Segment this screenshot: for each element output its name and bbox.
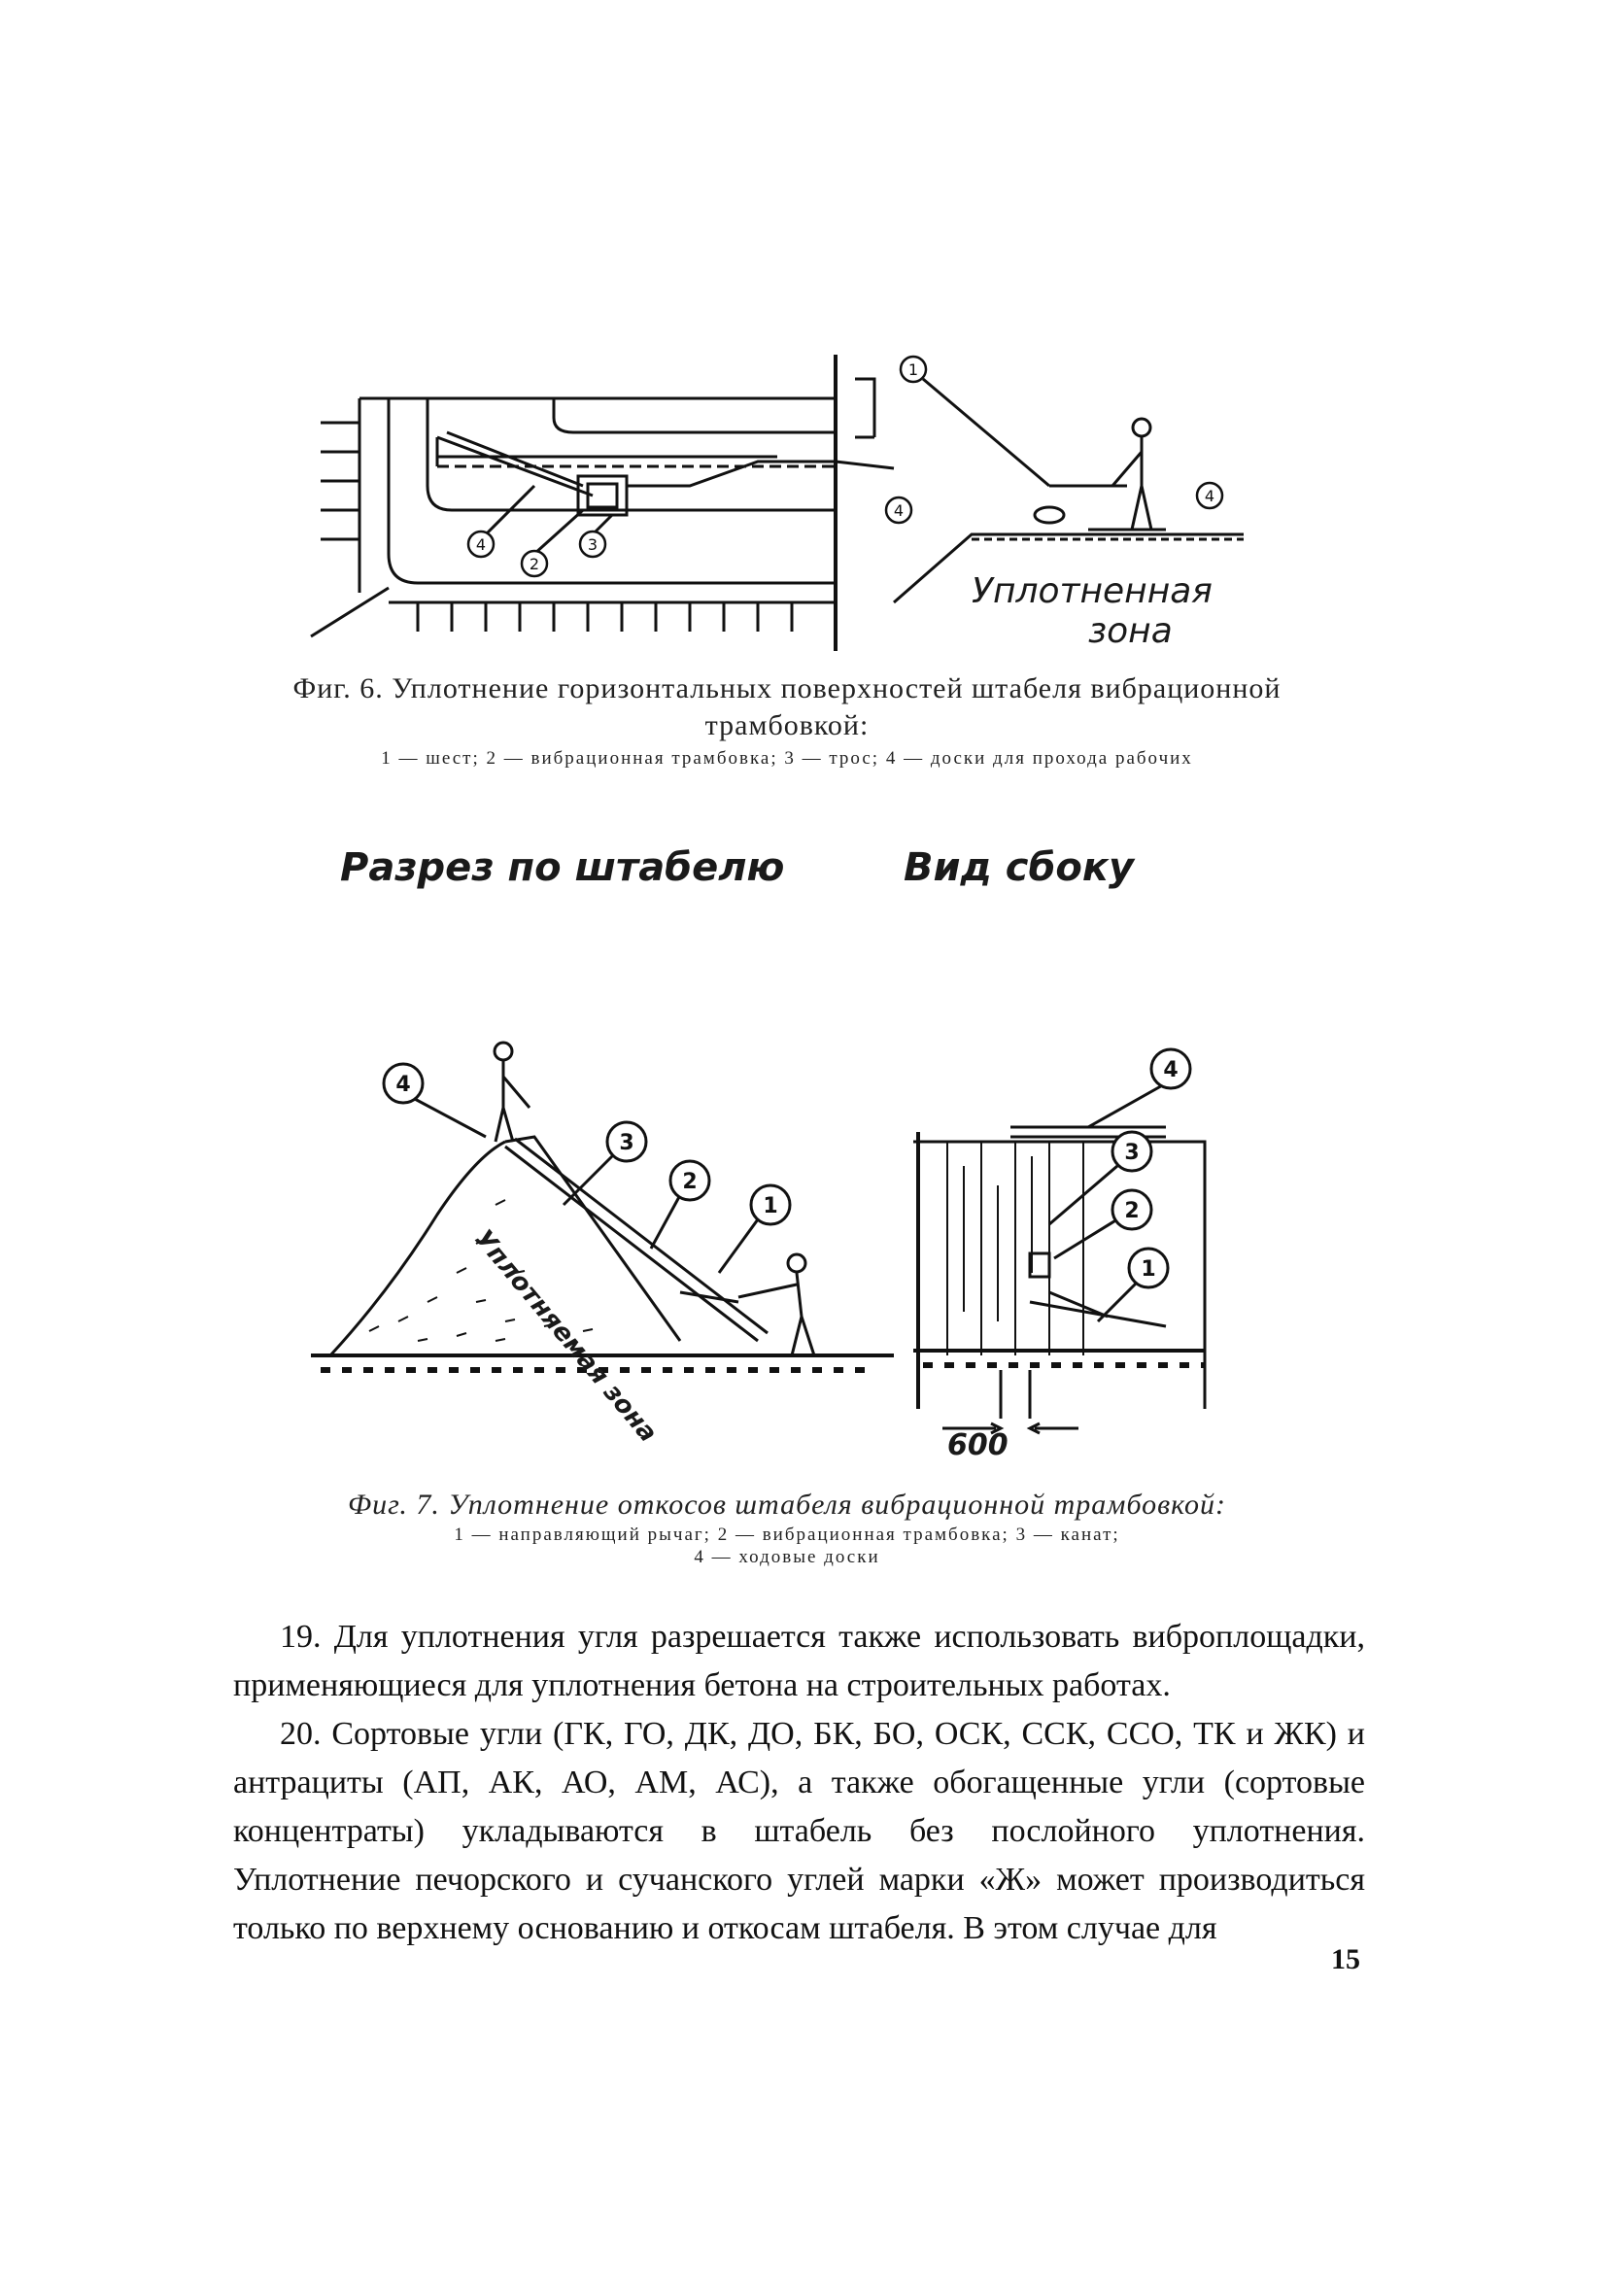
fig6-zone-label: Уплотненная зона [972,571,1213,651]
fig7-right-marker-3: 3 [1124,1141,1140,1165]
fig7-right-marker-1: 1 [1141,1257,1156,1282]
fig7-caption-title: Фиг. 7. Уплотнение откосов штабеля вибрационной трамбовкой: [347,1489,1227,1521]
fig7-dimension-label: 600 [947,1428,1009,1462]
fig6-caption-legend: 1 — шест; 2 — вибрационная трамбовка; 3 — трос; 4 — доски для прохода рабочих [381,748,1193,769]
page-number: 15 [1331,1943,1360,1975]
fig7-left-marker-2: 2 [682,1170,698,1194]
paragraph-19: 19. Для уплотнения угля разрешается также использовать виброплощадки, применяющиеся для уплотнения бетона на строительных работах. [233,1619,1365,1703]
fig6-caption-title: Фиг. 6. Уплотнение горизонтальных поверхностей штабеля вибрационной трамбовкой: [292,672,1282,741]
fig7-caption-legend-line2: 4 — ходовые доски [694,1547,880,1568]
fig7-right-marker-2: 2 [1124,1199,1140,1223]
fig6-marker-4b: 4 [893,501,905,520]
fig6-caption [214,670,1360,771]
fig7-heading-left: Разрез по штабелю [340,845,785,890]
fig6-marker-1: 1 [907,360,919,379]
fig7-right-marker-4: 4 [1163,1058,1179,1082]
fig6-marker-4: 4 [475,535,487,554]
fig7-caption-legend-line1: 1 — направляющий рычаг; 2 — вибрационная трамбовка; 3 — канат; [454,1524,1120,1545]
fig7-left-marker-4: 4 [395,1073,411,1097]
body-text [233,1613,1365,1953]
paragraph-20: 20. Сортовые угли (ГК, ГО, ДК, ДО, БК, БО, ОСК, ССК, ССО, ТК и ЖК) и антрациты (АП, АК, АО, АМ, АС), а также обогащенные угли (сортовые концентраты) укладываются в штабель без послойного уплотнения. Уплотнение печорского и сучанского углей марки «Ж» может производиться только по верхнему основанию и откосам штабеля. В этом случае для [233,1716,1365,1946]
fig6-marker-2: 2 [529,555,540,573]
fig7-heading-right: Вид сбоку [904,845,1135,890]
fig7-left-marker-1: 1 [763,1194,778,1218]
fig6-marker-4c: 4 [1204,487,1215,505]
fig7-left-marker-3: 3 [619,1131,634,1155]
fig7-caption [214,1487,1360,1569]
figure-7-drawing [311,1030,1244,1457]
fig6-marker-3: 3 [587,535,598,554]
fig7-zone-label: Уплотняемая зона [468,1224,663,1449]
